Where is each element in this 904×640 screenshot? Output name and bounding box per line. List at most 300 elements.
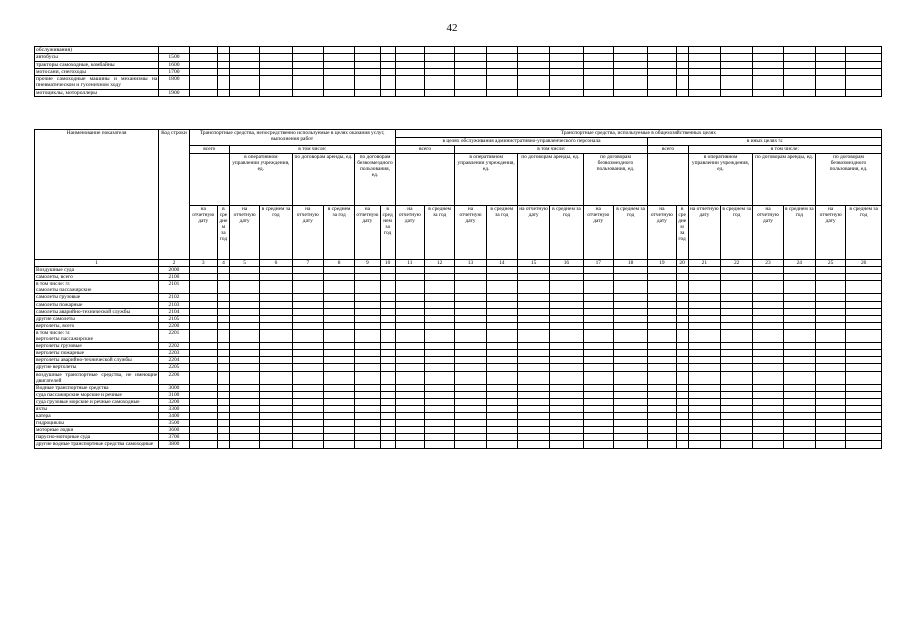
data-cell[interactable] xyxy=(260,384,292,391)
data-cell[interactable] xyxy=(323,315,354,322)
data-cell[interactable] xyxy=(676,384,688,391)
data-cell[interactable] xyxy=(292,322,323,329)
data-cell[interactable] xyxy=(260,301,292,308)
data-cell[interactable] xyxy=(217,434,229,441)
data-cell[interactable] xyxy=(425,371,455,384)
data-cell[interactable] xyxy=(783,405,815,412)
data-cell[interactable] xyxy=(324,76,355,90)
data-cell[interactable] xyxy=(455,364,486,371)
data-cell[interactable] xyxy=(455,315,486,322)
data-cell[interactable] xyxy=(517,427,549,434)
data-cell[interactable] xyxy=(614,47,648,54)
data-cell[interactable] xyxy=(355,441,380,448)
data-cell[interactable] xyxy=(292,357,323,364)
data-cell[interactable] xyxy=(217,405,229,412)
data-cell[interactable] xyxy=(688,68,720,75)
data-cell[interactable] xyxy=(846,308,882,315)
data-cell[interactable] xyxy=(323,343,354,350)
data-cell[interactable] xyxy=(648,384,676,391)
data-cell[interactable] xyxy=(676,281,688,294)
data-cell[interactable] xyxy=(846,294,882,301)
data-cell[interactable] xyxy=(486,364,517,371)
data-cell[interactable] xyxy=(583,267,613,274)
data-cell[interactable] xyxy=(517,364,549,371)
data-cell[interactable] xyxy=(583,68,613,75)
data-cell[interactable] xyxy=(292,371,323,384)
data-cell[interactable] xyxy=(583,434,613,441)
data-cell[interactable] xyxy=(753,413,783,420)
data-cell[interactable] xyxy=(292,441,323,448)
data-cell[interactable] xyxy=(648,54,676,61)
data-cell[interactable] xyxy=(846,89,882,96)
data-cell[interactable] xyxy=(292,329,323,342)
data-cell[interactable] xyxy=(648,343,676,350)
data-cell[interactable] xyxy=(721,427,753,434)
data-cell[interactable] xyxy=(648,47,676,54)
data-cell[interactable] xyxy=(455,54,486,61)
data-cell[interactable] xyxy=(550,364,583,371)
data-cell[interactable] xyxy=(486,398,517,405)
data-cell[interactable] xyxy=(753,343,783,350)
data-cell[interactable] xyxy=(721,371,753,384)
data-cell[interactable] xyxy=(550,274,583,281)
data-cell[interactable] xyxy=(230,384,260,391)
data-cell[interactable] xyxy=(753,267,783,274)
data-cell[interactable] xyxy=(583,364,613,371)
data-cell[interactable] xyxy=(323,434,354,441)
data-cell[interactable] xyxy=(380,274,395,281)
data-cell[interactable] xyxy=(783,364,815,371)
data-cell[interactable] xyxy=(395,68,424,75)
data-cell[interactable] xyxy=(292,89,323,96)
data-cell[interactable] xyxy=(648,68,676,75)
data-cell[interactable] xyxy=(230,441,260,448)
data-cell[interactable] xyxy=(676,76,688,90)
data-cell[interactable] xyxy=(425,357,455,364)
data-cell[interactable] xyxy=(783,384,815,391)
data-cell[interactable] xyxy=(292,427,323,434)
data-cell[interactable] xyxy=(380,398,395,405)
data-cell[interactable] xyxy=(815,391,845,398)
data-cell[interactable] xyxy=(260,434,292,441)
data-cell[interactable] xyxy=(550,434,583,441)
data-cell[interactable] xyxy=(783,294,815,301)
data-cell[interactable] xyxy=(292,274,323,281)
data-cell[interactable] xyxy=(816,89,846,96)
data-cell[interactable] xyxy=(648,350,676,357)
data-cell[interactable] xyxy=(846,68,882,75)
data-cell[interactable] xyxy=(189,343,217,350)
data-cell[interactable] xyxy=(550,68,583,75)
data-cell[interactable] xyxy=(486,322,517,329)
data-cell[interactable] xyxy=(486,281,517,294)
data-cell[interactable] xyxy=(230,61,260,68)
data-cell[interactable] xyxy=(613,398,647,405)
data-cell[interactable] xyxy=(517,343,549,350)
data-cell[interactable] xyxy=(783,322,815,329)
data-cell[interactable] xyxy=(648,371,676,384)
data-cell[interactable] xyxy=(783,68,815,75)
data-cell[interactable] xyxy=(846,281,882,294)
data-cell[interactable] xyxy=(323,371,354,384)
data-cell[interactable] xyxy=(846,329,882,342)
data-cell[interactable] xyxy=(783,301,815,308)
data-cell[interactable] xyxy=(189,384,217,391)
data-cell[interactable] xyxy=(517,371,549,384)
data-cell[interactable] xyxy=(815,322,845,329)
data-cell[interactable] xyxy=(721,343,753,350)
data-cell[interactable] xyxy=(324,61,355,68)
data-cell[interactable] xyxy=(189,54,217,61)
data-cell[interactable] xyxy=(688,391,720,398)
data-cell[interactable] xyxy=(260,61,292,68)
data-cell[interactable] xyxy=(292,434,323,441)
data-cell[interactable] xyxy=(486,391,517,398)
data-cell[interactable] xyxy=(486,267,517,274)
data-cell[interactable] xyxy=(583,384,613,391)
data-cell[interactable] xyxy=(455,281,486,294)
data-cell[interactable] xyxy=(217,47,229,54)
data-cell[interactable] xyxy=(425,267,455,274)
data-cell[interactable] xyxy=(230,281,260,294)
data-cell[interactable] xyxy=(517,294,549,301)
data-cell[interactable] xyxy=(815,371,845,384)
data-cell[interactable] xyxy=(189,364,217,371)
data-cell[interactable] xyxy=(613,391,647,398)
data-cell[interactable] xyxy=(648,405,676,412)
data-cell[interactable] xyxy=(550,413,583,420)
data-cell[interactable] xyxy=(721,391,753,398)
data-cell[interactable] xyxy=(846,301,882,308)
data-cell[interactable] xyxy=(676,47,688,54)
data-cell[interactable] xyxy=(721,274,753,281)
data-cell[interactable] xyxy=(355,54,380,61)
data-cell[interactable] xyxy=(395,420,424,427)
data-cell[interactable] xyxy=(189,76,217,90)
data-cell[interactable] xyxy=(455,61,486,68)
data-cell[interactable] xyxy=(355,427,380,434)
data-cell[interactable] xyxy=(753,301,783,308)
data-cell[interactable] xyxy=(425,54,455,61)
data-cell[interactable] xyxy=(380,441,395,448)
data-cell[interactable] xyxy=(676,405,688,412)
data-cell[interactable] xyxy=(648,427,676,434)
data-cell[interactable] xyxy=(721,89,753,96)
data-cell[interactable] xyxy=(425,434,455,441)
data-cell[interactable] xyxy=(260,357,292,364)
data-cell[interactable] xyxy=(721,398,753,405)
data-cell[interactable] xyxy=(583,405,613,412)
data-cell[interactable] xyxy=(395,364,424,371)
data-cell[interactable] xyxy=(815,267,845,274)
data-cell[interactable] xyxy=(721,54,753,61)
data-cell[interactable] xyxy=(846,364,882,371)
data-cell[interactable] xyxy=(583,371,613,384)
data-cell[interactable] xyxy=(230,420,260,427)
data-cell[interactable] xyxy=(486,47,517,54)
data-cell[interactable] xyxy=(425,294,455,301)
data-cell[interactable] xyxy=(292,350,323,357)
data-cell[interactable] xyxy=(676,398,688,405)
data-cell[interactable] xyxy=(323,281,354,294)
data-cell[interactable] xyxy=(815,274,845,281)
data-cell[interactable] xyxy=(189,413,217,420)
data-cell[interactable] xyxy=(846,76,882,90)
data-cell[interactable] xyxy=(380,68,395,75)
data-cell[interactable] xyxy=(676,434,688,441)
data-cell[interactable] xyxy=(648,441,676,448)
data-cell[interactable] xyxy=(189,274,217,281)
data-cell[interactable] xyxy=(846,61,882,68)
data-cell[interactable] xyxy=(189,350,217,357)
data-cell[interactable] xyxy=(230,322,260,329)
data-cell[interactable] xyxy=(613,343,647,350)
data-cell[interactable] xyxy=(486,301,517,308)
data-cell[interactable] xyxy=(323,441,354,448)
data-cell[interactable] xyxy=(230,68,260,75)
data-cell[interactable] xyxy=(517,274,549,281)
data-cell[interactable] xyxy=(425,384,455,391)
data-cell[interactable] xyxy=(189,281,217,294)
data-cell[interactable] xyxy=(425,427,455,434)
data-cell[interactable] xyxy=(688,371,720,384)
data-cell[interactable] xyxy=(753,391,783,398)
data-cell[interactable] xyxy=(614,68,648,75)
data-cell[interactable] xyxy=(217,357,229,364)
data-cell[interactable] xyxy=(380,47,395,54)
data-cell[interactable] xyxy=(676,371,688,384)
data-cell[interactable] xyxy=(783,308,815,315)
data-cell[interactable] xyxy=(676,413,688,420)
data-cell[interactable] xyxy=(395,413,424,420)
data-cell[interactable] xyxy=(323,391,354,398)
data-cell[interactable] xyxy=(550,301,583,308)
data-cell[interactable] xyxy=(189,405,217,412)
data-cell[interactable] xyxy=(395,281,424,294)
data-cell[interactable] xyxy=(816,61,846,68)
data-cell[interactable] xyxy=(217,398,229,405)
data-cell[interactable] xyxy=(425,322,455,329)
data-cell[interactable] xyxy=(292,405,323,412)
data-cell[interactable] xyxy=(676,427,688,434)
data-cell[interactable] xyxy=(455,357,486,364)
data-cell[interactable] xyxy=(517,384,549,391)
data-cell[interactable] xyxy=(217,322,229,329)
data-cell[interactable] xyxy=(260,343,292,350)
data-cell[interactable] xyxy=(425,441,455,448)
data-cell[interactable] xyxy=(753,308,783,315)
data-cell[interactable] xyxy=(648,61,676,68)
data-cell[interactable] xyxy=(816,68,846,75)
data-cell[interactable] xyxy=(355,384,380,391)
data-cell[interactable] xyxy=(455,434,486,441)
data-cell[interactable] xyxy=(355,308,380,315)
data-cell[interactable] xyxy=(395,308,424,315)
data-cell[interactable] xyxy=(355,343,380,350)
data-cell[interactable] xyxy=(380,434,395,441)
data-cell[interactable] xyxy=(425,89,455,96)
data-cell[interactable] xyxy=(676,267,688,274)
data-cell[interactable] xyxy=(518,54,550,61)
data-cell[interactable] xyxy=(676,61,688,68)
data-cell[interactable] xyxy=(486,413,517,420)
data-cell[interactable] xyxy=(753,322,783,329)
data-cell[interactable] xyxy=(753,371,783,384)
data-cell[interactable] xyxy=(230,329,260,342)
data-cell[interactable] xyxy=(355,322,380,329)
data-cell[interactable] xyxy=(550,315,583,322)
data-cell[interactable] xyxy=(292,315,323,322)
data-cell[interactable] xyxy=(455,89,486,96)
data-cell[interactable] xyxy=(395,441,424,448)
data-cell[interactable] xyxy=(260,371,292,384)
data-cell[interactable] xyxy=(323,274,354,281)
data-cell[interactable] xyxy=(380,294,395,301)
data-cell[interactable] xyxy=(455,322,486,329)
data-cell[interactable] xyxy=(217,267,229,274)
data-cell[interactable] xyxy=(613,364,647,371)
data-cell[interactable] xyxy=(783,47,815,54)
data-cell[interactable] xyxy=(753,315,783,322)
data-cell[interactable] xyxy=(517,434,549,441)
data-cell[interactable] xyxy=(676,420,688,427)
data-cell[interactable] xyxy=(189,357,217,364)
data-cell[interactable] xyxy=(846,47,882,54)
data-cell[interactable] xyxy=(753,294,783,301)
data-cell[interactable] xyxy=(721,441,753,448)
data-cell[interactable] xyxy=(846,384,882,391)
data-cell[interactable] xyxy=(721,329,753,342)
data-cell[interactable] xyxy=(230,371,260,384)
data-cell[interactable] xyxy=(783,54,815,61)
data-cell[interactable] xyxy=(583,315,613,322)
data-cell[interactable] xyxy=(583,308,613,315)
data-cell[interactable] xyxy=(614,61,648,68)
data-cell[interactable] xyxy=(688,420,720,427)
data-cell[interactable] xyxy=(550,350,583,357)
data-cell[interactable] xyxy=(783,427,815,434)
data-cell[interactable] xyxy=(753,350,783,357)
data-cell[interactable] xyxy=(292,294,323,301)
data-cell[interactable] xyxy=(395,343,424,350)
data-cell[interactable] xyxy=(517,405,549,412)
data-cell[interactable] xyxy=(517,322,549,329)
data-cell[interactable] xyxy=(517,420,549,427)
data-cell[interactable] xyxy=(486,434,517,441)
data-cell[interactable] xyxy=(395,427,424,434)
data-cell[interactable] xyxy=(355,405,380,412)
data-cell[interactable] xyxy=(815,413,845,420)
data-cell[interactable] xyxy=(721,420,753,427)
data-cell[interactable] xyxy=(648,308,676,315)
data-cell[interactable] xyxy=(230,301,260,308)
data-cell[interactable] xyxy=(517,413,549,420)
data-cell[interactable] xyxy=(550,54,583,61)
data-cell[interactable] xyxy=(815,384,845,391)
data-cell[interactable] xyxy=(518,61,550,68)
data-cell[interactable] xyxy=(721,364,753,371)
data-cell[interactable] xyxy=(260,350,292,357)
data-cell[interactable] xyxy=(230,76,260,90)
data-cell[interactable] xyxy=(292,61,323,68)
data-cell[interactable] xyxy=(355,47,380,54)
data-cell[interactable] xyxy=(815,315,845,322)
data-cell[interactable] xyxy=(425,329,455,342)
data-cell[interactable] xyxy=(486,357,517,364)
data-cell[interactable] xyxy=(455,413,486,420)
data-cell[interactable] xyxy=(455,76,486,90)
data-cell[interactable] xyxy=(688,322,720,329)
data-cell[interactable] xyxy=(550,384,583,391)
data-cell[interactable] xyxy=(323,427,354,434)
data-cell[interactable] xyxy=(217,76,229,90)
data-cell[interactable] xyxy=(425,405,455,412)
data-cell[interactable] xyxy=(688,308,720,315)
data-cell[interactable] xyxy=(217,420,229,427)
data-cell[interactable] xyxy=(455,47,486,54)
data-cell[interactable] xyxy=(323,267,354,274)
data-cell[interactable] xyxy=(486,315,517,322)
data-cell[interactable] xyxy=(550,398,583,405)
data-cell[interactable] xyxy=(721,322,753,329)
data-cell[interactable] xyxy=(721,384,753,391)
data-cell[interactable] xyxy=(486,405,517,412)
data-cell[interactable] xyxy=(648,364,676,371)
data-cell[interactable] xyxy=(355,294,380,301)
data-cell[interactable] xyxy=(613,329,647,342)
data-cell[interactable] xyxy=(217,384,229,391)
data-cell[interactable] xyxy=(688,301,720,308)
data-cell[interactable] xyxy=(395,322,424,329)
data-cell[interactable] xyxy=(395,357,424,364)
data-cell[interactable] xyxy=(753,61,783,68)
data-cell[interactable] xyxy=(583,343,613,350)
data-cell[interactable] xyxy=(260,441,292,448)
data-cell[interactable] xyxy=(583,294,613,301)
data-cell[interactable] xyxy=(648,329,676,342)
data-cell[interactable] xyxy=(815,364,845,371)
data-cell[interactable] xyxy=(613,315,647,322)
data-cell[interactable] xyxy=(688,384,720,391)
data-cell[interactable] xyxy=(189,329,217,342)
data-cell[interactable] xyxy=(355,357,380,364)
data-cell[interactable] xyxy=(676,391,688,398)
data-cell[interactable] xyxy=(230,315,260,322)
data-cell[interactable] xyxy=(721,405,753,412)
data-cell[interactable] xyxy=(518,76,550,90)
data-cell[interactable] xyxy=(455,371,486,384)
data-cell[interactable] xyxy=(688,350,720,357)
data-cell[interactable] xyxy=(260,308,292,315)
data-cell[interactable] xyxy=(783,413,815,420)
data-cell[interactable] xyxy=(355,61,380,68)
data-cell[interactable] xyxy=(189,391,217,398)
data-cell[interactable] xyxy=(189,398,217,405)
data-cell[interactable] xyxy=(292,384,323,391)
data-cell[interactable] xyxy=(753,89,783,96)
data-cell[interactable] xyxy=(323,420,354,427)
data-cell[interactable] xyxy=(292,281,323,294)
data-cell[interactable] xyxy=(230,294,260,301)
data-cell[interactable] xyxy=(486,61,517,68)
data-cell[interactable] xyxy=(721,61,753,68)
data-cell[interactable] xyxy=(323,322,354,329)
data-cell[interactable] xyxy=(455,274,486,281)
data-cell[interactable] xyxy=(816,54,846,61)
data-cell[interactable] xyxy=(217,281,229,294)
data-cell[interactable] xyxy=(189,61,217,68)
data-cell[interactable] xyxy=(230,274,260,281)
